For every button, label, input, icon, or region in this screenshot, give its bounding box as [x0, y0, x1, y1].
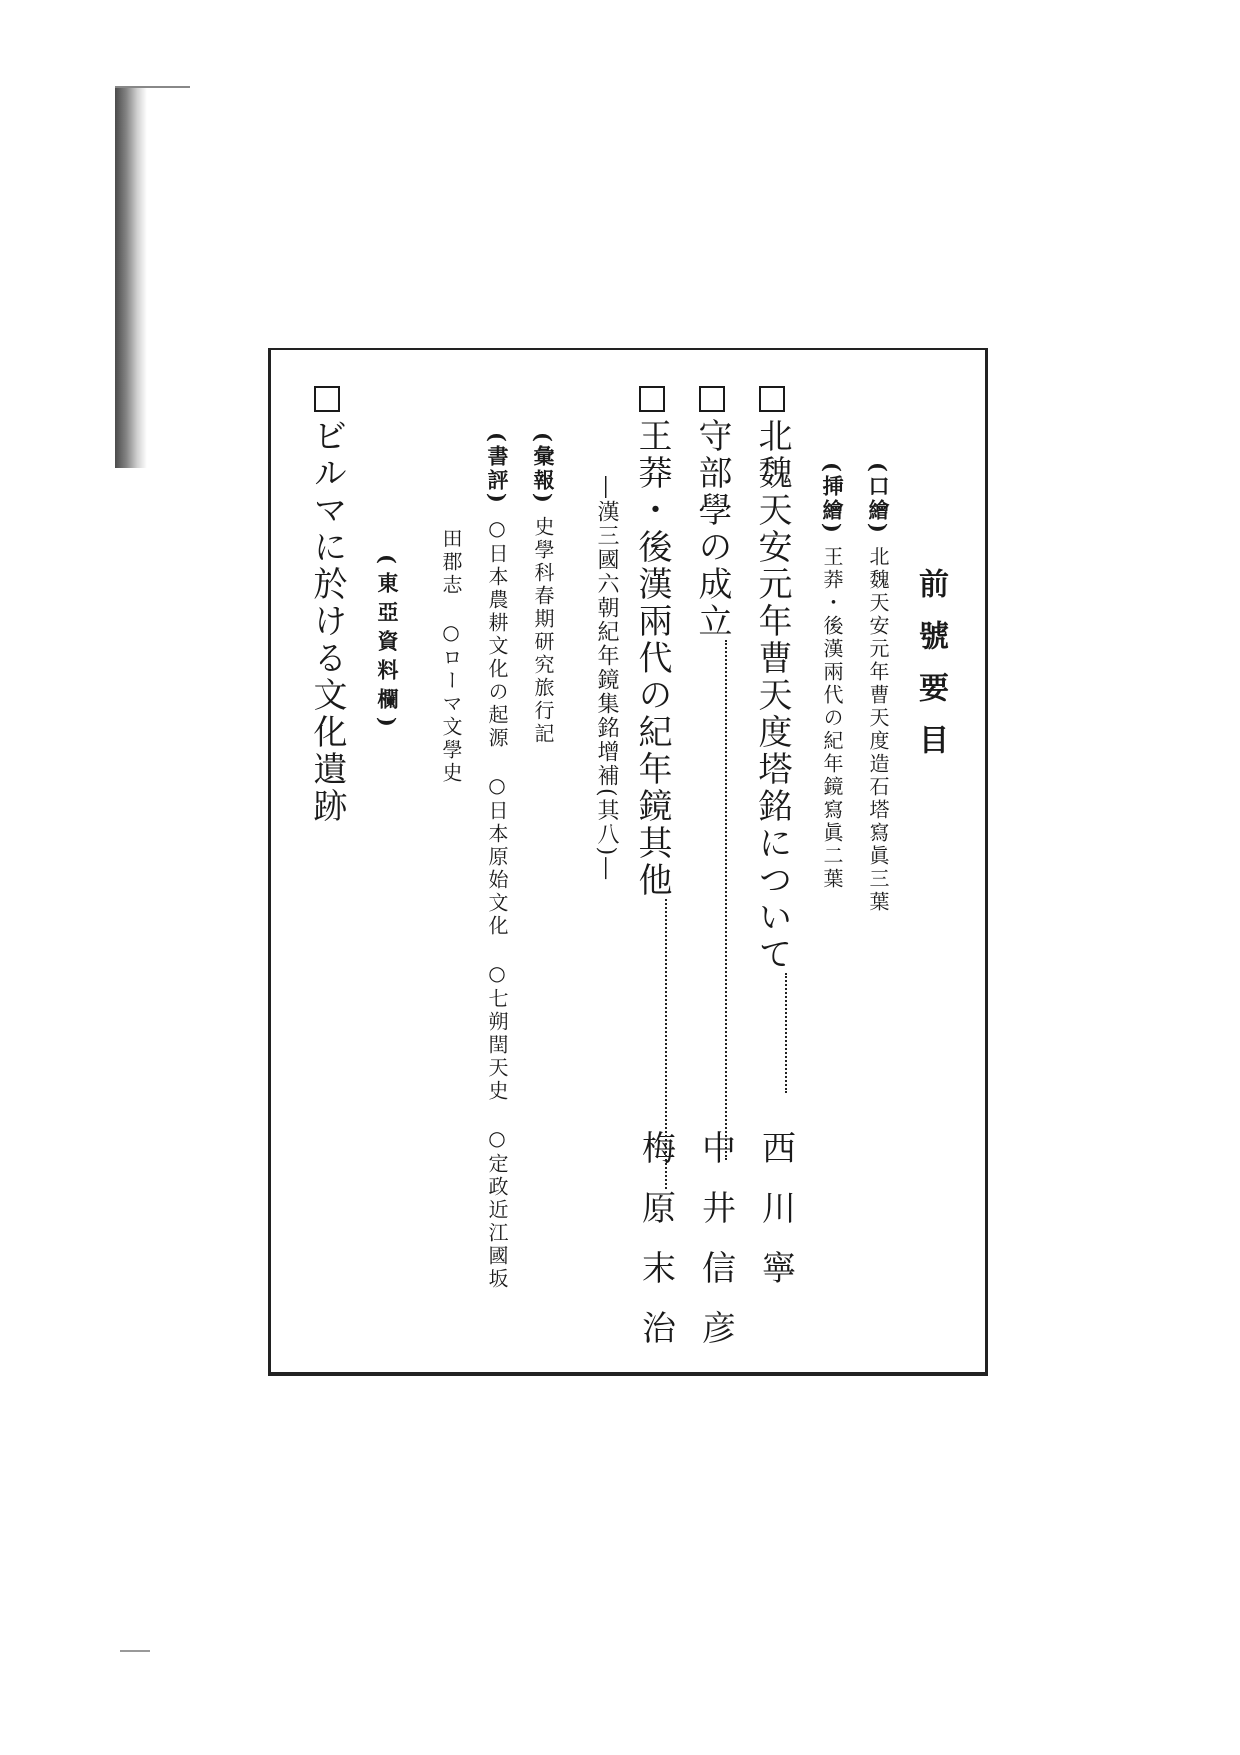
article-1[interactable] [752, 386, 792, 1093]
dot-leader [725, 640, 729, 1160]
article-1-title: 北魏天安元年曹天度塔銘について [752, 418, 792, 973]
dot-leader [785, 973, 789, 1093]
burma-title: ビルマに於ける文化遺跡 [307, 418, 347, 825]
checkbox-icon [314, 386, 340, 412]
report-text: 史學科春期研究旅行記 [531, 515, 555, 746]
article-3-author: 梅 原 末 治 [642, 1129, 676, 1349]
checkbox-icon [639, 386, 665, 412]
frontispiece-text: 北魏天安元年曹天度造石塔寫眞三葉 [866, 545, 890, 914]
checkbox-icon [759, 386, 785, 412]
page-title: 前號要目 [913, 568, 948, 776]
frontispiece-tag: (口繪) [866, 462, 891, 536]
article-3-title: 王莽・後漢兩代の紀年鏡其他 [632, 418, 672, 899]
article-3[interactable] [632, 386, 672, 1189]
article-1-author: 西 川 寧 [762, 1129, 796, 1289]
review-line-1 [487, 432, 508, 1291]
east-asia-section: (東亞資料欄) [375, 554, 400, 735]
article-2-author: 中 井 信 彦 [702, 1129, 736, 1349]
report-tag: (彙報) [531, 432, 556, 506]
frontispiece-line [868, 462, 889, 914]
review-tag: (書評) [485, 432, 510, 506]
article-3-subtitle: ―漢三國六朝紀年鏡集銘增補(其八)― [594, 476, 619, 882]
report-line [533, 432, 554, 746]
scan-edge-line [115, 86, 190, 88]
scan-shadow [115, 88, 147, 468]
article-2[interactable] [692, 386, 732, 1160]
burma-article[interactable] [307, 386, 347, 825]
review-text-1: ○日本農耕文化の起源 ○日本原始文化 ○七朔閏天史 ○定政近江國坂 [485, 515, 509, 1291]
checkbox-icon [699, 386, 725, 412]
article-2-title: 守部學の成立 [692, 418, 732, 640]
inserted-text: 王莽・後漢兩代の紀年鏡寫眞二葉 [820, 545, 844, 891]
inserted-tag: (挿繪) [820, 462, 845, 536]
inserted-line [822, 462, 843, 891]
scan-corner-mark [120, 1650, 150, 1652]
review-line-2: 田郡志 ○ローマ文學史 [439, 528, 463, 785]
